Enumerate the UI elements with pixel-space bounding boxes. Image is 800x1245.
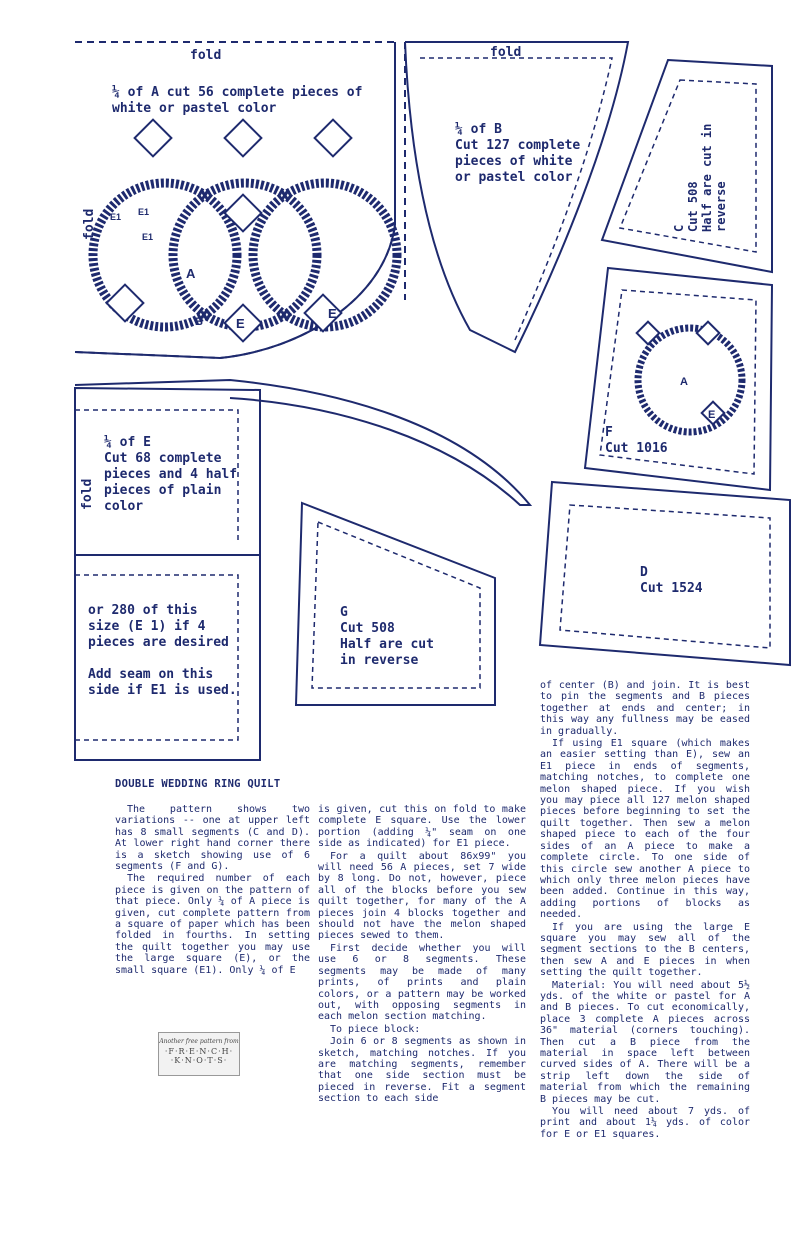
french-knots-logo <box>158 1032 240 1076</box>
svg-text:E1: E1 <box>110 212 122 222</box>
svg-text:E1: E1 <box>138 207 150 217</box>
paragraph: of center (B) and join. It is best to pin the segments and B pieces together at ends and center; in this way any fullness may be eased in gradually. <box>540 680 750 737</box>
logo-line-knots: ·K·N·O·T·S· <box>170 1056 228 1065</box>
paragraph: The pattern shows two variations -- one at upper left has 8 small segments (C and D). At lower right hand corner there is a sketch showing use of 6 segments (F and G). <box>115 804 310 873</box>
article-column-3 <box>540 680 750 1141</box>
svg-text:B: B <box>195 316 203 328</box>
piece-g-label: G Cut 508 Half are cut in reverse <box>340 605 434 668</box>
paragraph: If using E1 square (which makes an easier setting than E), sew an E1 piece in ends of segments, matching notches, to complete one melon shaped piece. If you wish you may piece all 127 melon shaped pieces before beginning to set the quilt together. Then sew a melon shaped piece to each of the four sides of an A piece to make a complete circle. To one side of this circle sew another A piece to which only three melon pieces have been added. Continue in this way, adding portions of blocks as needed. <box>540 738 750 921</box>
logo-line-french: ·F·R·E·N·C·H· <box>164 1047 234 1056</box>
article-title: DOUBLE WEDDING RING QUILT <box>115 778 281 790</box>
paragraph: Join 6 or 8 segments as shown in sketch, matching notches. If you are matching segments, remember that one side section must be pieced in reverse. Fit a segment section to each side <box>318 1036 526 1105</box>
piece-g-outline <box>296 503 495 705</box>
paragraph: You will need about 7 yds. of print and about 1¼ yds. of color for E or E1 squares. <box>540 1106 750 1140</box>
paragraph: First decide whether you will use 6 or 8 segments. These segments may be made of many prints, of prints and plain colors, or a pattern may be worked out, with opposing segments in each melon section matching. <box>318 942 526 1023</box>
svg-text:E1: E1 <box>142 232 154 242</box>
svg-text:E: E <box>236 316 245 331</box>
svg-text:E: E <box>708 409 716 421</box>
paragraph: Material: You will need about 5½ yds. of the white or pastel for A and B pieces. To cut economically, place 3 complete A pieces across 36" material (corners touching). Then cut a B piece from the material in space left between curved sides of A. There will be a strip left down the side of material from which the remaining B pieces may be cut. <box>540 979 750 1105</box>
piece-b-outline <box>405 42 628 352</box>
piece-e-fold-label: fold <box>80 478 95 510</box>
paragraph: To piece block: <box>330 1023 421 1035</box>
article-column-1 <box>115 804 310 977</box>
piece-b-fold-label: fold <box>490 45 522 60</box>
sketch-a-letter: A <box>186 266 196 281</box>
logo-tagline: Another free pattern from <box>159 1038 239 1045</box>
piece-a-fold-label: fold <box>190 48 222 63</box>
paragraph: For a quilt about 86x99" you will need 56 A pieces, set 7 wide by 8 long. Do not, however, piece all of the blocks before you sew quilt together, for many of the A pieces join 4 blocks together and should not have the melon shaped pieces sewed to them. <box>318 850 526 942</box>
piece-f-label: F Cut 1016 <box>605 425 668 456</box>
piece-a-fold-side-label: fold <box>82 208 97 240</box>
piece-a-label: ¼ of A cut 56 complete pieces of white or pastel color <box>112 85 363 116</box>
paragraph: is given, cut this on fold to make complete E square. Use the lower portion (adding ¼" seam on one side as indicated) for E1 piece. <box>318 804 526 850</box>
paragraph: If you are using the large E square you may sew all of the segment sections to the B centers, then sew A and E pieces in when setting the quilt together. <box>540 921 750 979</box>
piece-c-label: C Cut 508 Half are cut in reverse <box>672 123 728 232</box>
piece-e-label: ¼ of E Cut 68 complete pieces and 4 half pieces of plain color <box>104 435 238 514</box>
piece-d-label: D Cut 1524 <box>640 565 703 596</box>
paragraph: The required number of each piece is given on the pattern of that piece. Only ¼ of A piece is given, cut complete pattern from a square of paper which has been folded in fourths. In setting the quilt together you may use the large square (E), or the small square (E1). Only ¼ of E <box>115 873 310 976</box>
svg-text:E: E <box>328 306 337 321</box>
svg-text:A: A <box>680 376 688 388</box>
piece-e1-label: or 280 of this size (E 1) if 4 pieces are desired Add seam on this side if E1 is used. <box>88 603 237 698</box>
f-sketch <box>638 328 742 432</box>
article-column-2 <box>318 804 526 1106</box>
piece-b-label: ¼ of B Cut 127 complete pieces of white or pastel color <box>455 122 581 185</box>
